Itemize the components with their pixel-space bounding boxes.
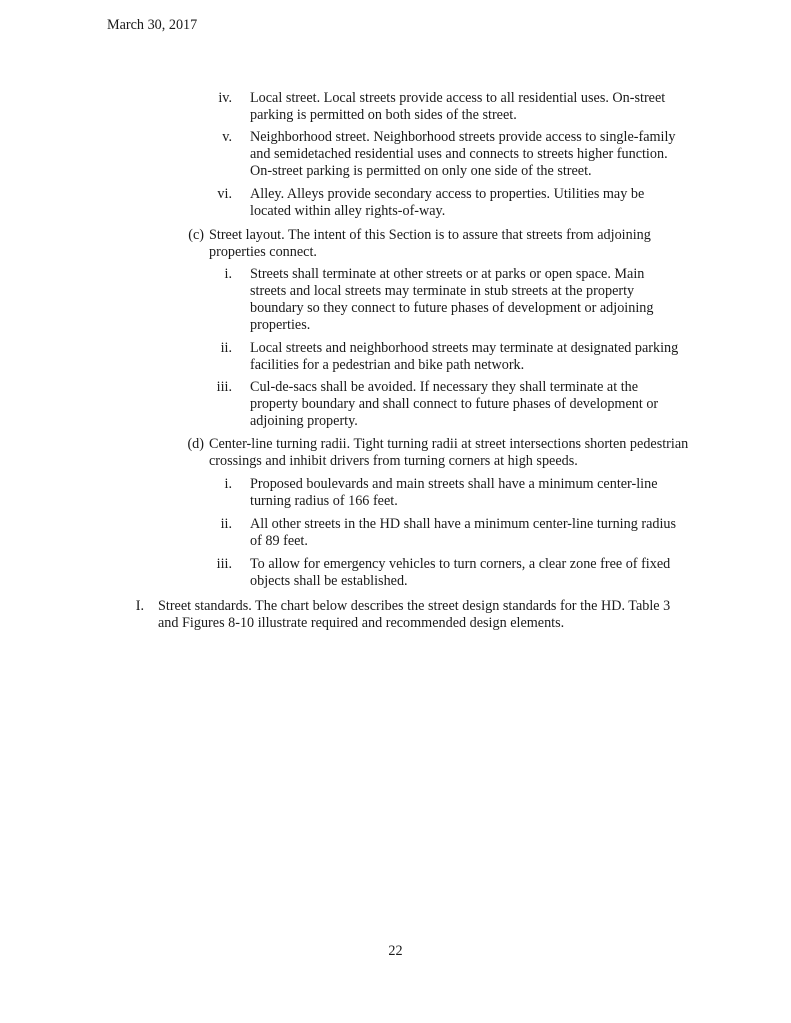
list-item-text: Alley. Alleys provide secondary access to properties. Utilities may be located within alley rights-of-way. <box>250 186 645 219</box>
list-item-text: Streets shall terminate at other streets or at parks or open space. Main streets and local streets may terminate in stub streets at the property boundary so they connect to future phases of development or adjoining properties. <box>250 266 654 333</box>
list-item-text: Cul-de-sacs shall be avoided. If necessary they shall terminate at the property boundary and shall connect to future phases of development or adjoining property. <box>250 379 659 429</box>
section-marker-d: (d) <box>187 436 204 452</box>
list-item-text: Local streets and neighborhood streets may terminate at designated parking facilities for a pedestrian and bike path network. <box>250 340 679 373</box>
list-marker: iii. <box>216 556 232 572</box>
section-marker-I: I. <box>135 598 144 614</box>
section-c-text: Street layout. The intent of this Section is to assure that streets from adjoining properties connect. <box>209 227 651 260</box>
list-item-text: Neighborhood street. Neighborhood streets provide access to single-family and semidetached residential uses and connects to streets higher function. On-street parking is permitted on only one side of the street. <box>250 129 676 179</box>
section-d-text: Center-line turning radii. Tight turning radii at street intersections shorten pedestrian crossings and inhibit drivers from turning corners at high speeds. <box>209 436 689 469</box>
list-item-text: Proposed boulevards and main streets shall have a minimum center-line turning radius of 166 feet. <box>250 476 658 509</box>
list-marker: iv. <box>218 90 232 106</box>
list-marker: ii. <box>220 516 232 532</box>
list-marker: v. <box>222 129 232 145</box>
list-item-text: Local street. Local streets provide access to all residential uses. On-street parking is permitted on both sides of the street. <box>250 90 666 123</box>
list-marker: iii. <box>216 379 232 395</box>
page-number: 22 <box>388 943 403 959</box>
header-date: March 30, 2017 <box>107 17 198 33</box>
list-item-text: All other streets in the HD shall have a minimum center-line turning radius of 89 feet. <box>250 516 677 549</box>
list-marker: vi. <box>217 186 232 202</box>
section-I-text: Street standards. The chart below describes the street design standards for the HD. Table 3 and Figures 8-10 illustrate required and recommended design elements. <box>158 598 671 631</box>
list-marker: i. <box>224 476 232 492</box>
list-marker: ii. <box>220 340 232 356</box>
section-marker-c: (c) <box>188 227 204 243</box>
list-item-text: To allow for emergency vehicles to turn corners, a clear zone free of fixed objects shall be established. <box>250 556 671 589</box>
list-marker: i. <box>224 266 232 282</box>
